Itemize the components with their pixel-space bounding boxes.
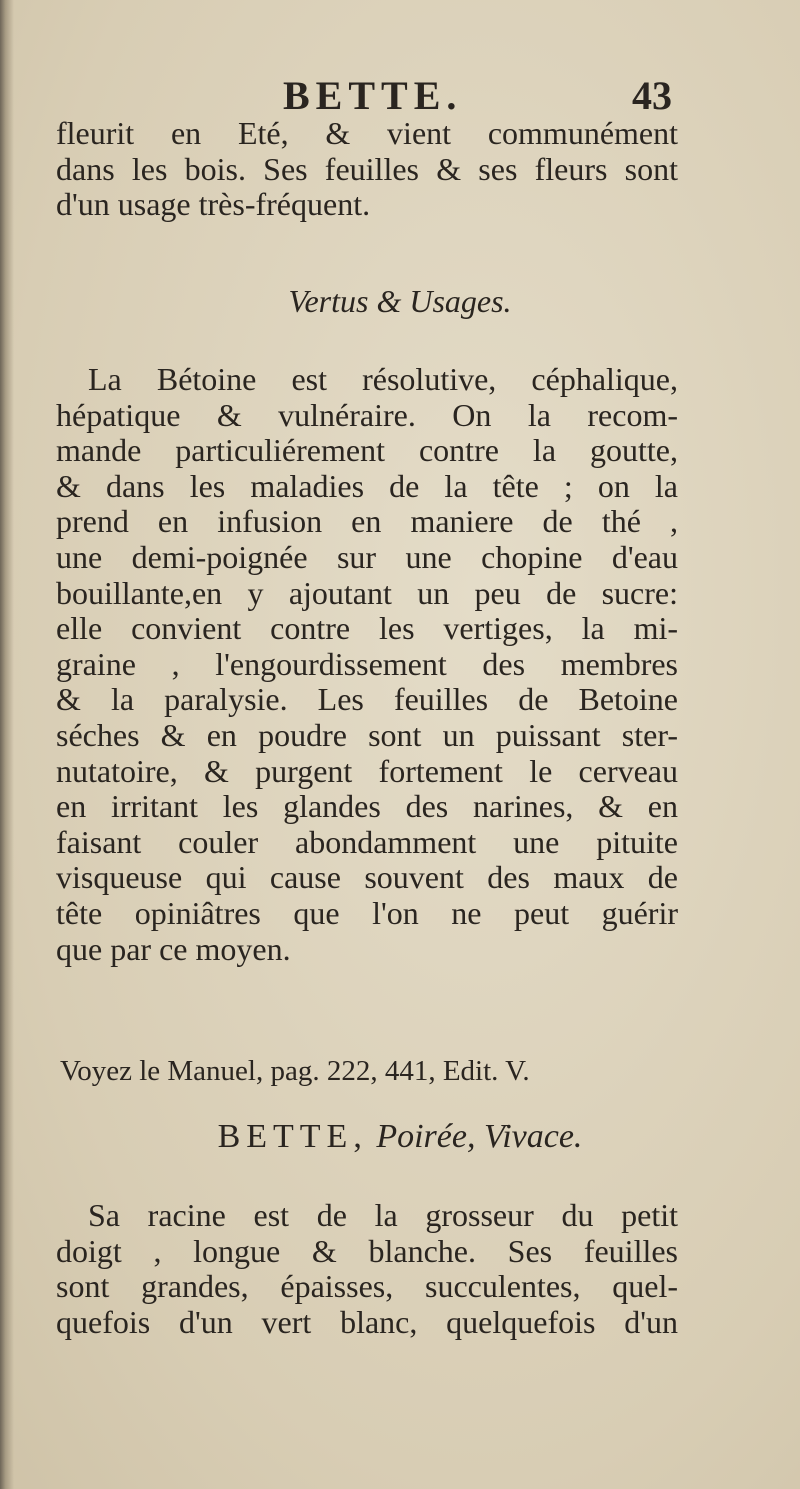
text-line: visqueuse qui cause souvent des maux de bbox=[56, 859, 678, 896]
text-line: tête opiniâtres que l'on ne peut guérir bbox=[56, 894, 678, 931]
text-line: mande particuliérement contre la goutte, bbox=[56, 432, 678, 469]
text-line: nutatoire, & purgent fortement le cerveau bbox=[56, 752, 678, 789]
entry-name: BETTE, bbox=[217, 1118, 368, 1155]
running-head-title: BETTE. bbox=[283, 73, 463, 118]
text-line: dans les bois. Ses feuilles & ses fleurs sont bbox=[56, 150, 678, 187]
text-line: une demi-poignée sur une chopine d'eau bbox=[56, 538, 678, 575]
page-binding-edge bbox=[0, 0, 14, 1489]
text-line: fleurit en Eté, & vient communément bbox=[56, 115, 678, 151]
cross-reference: Voyez le Manuel, pag. 222, 441, Edit. V. bbox=[60, 1055, 530, 1087]
paragraph-3 bbox=[56, 1198, 678, 1340]
text-line: faisant couler abondamment une pituite bbox=[56, 823, 678, 860]
text-line: & la paralysie. Les feuilles de Betoine bbox=[56, 681, 678, 718]
text-line: Sa racine est de la grosseur du petit bbox=[88, 1197, 678, 1233]
text-line: en irritant les glandes des narines, & en bbox=[56, 788, 678, 825]
paragraph-1 bbox=[56, 116, 678, 223]
text-line: graine , l'engourdissement des membres bbox=[56, 645, 678, 682]
paragraph-2 bbox=[56, 362, 678, 967]
text-line: & dans les maladies de la tête ; on la bbox=[56, 467, 678, 504]
text-line: d'un usage très-fréquent. bbox=[56, 186, 371, 223]
entry-heading bbox=[0, 1118, 800, 1156]
text-line: quefois d'un vert blanc, quelquefois d'un bbox=[56, 1303, 678, 1340]
text-line: bouillante,en y ajoutant un peu de sucre: bbox=[56, 574, 678, 611]
text-line: sont grandes, épaisses, succulentes, quel- bbox=[56, 1268, 678, 1305]
text-line: prend en infusion en maniere de thé , bbox=[56, 503, 678, 540]
text-line: doigt , longue & blanche. Ses feuilles bbox=[56, 1232, 678, 1269]
section-heading: Vertus & Usages. bbox=[288, 283, 512, 319]
text-line: elle convient contre les vertiges, la mi- bbox=[56, 610, 678, 647]
text-line: hépatique & vulnéraire. On la recom- bbox=[56, 396, 678, 433]
text-line: séches & en poudre sont un puissant ster- bbox=[56, 716, 678, 753]
text-line: La Bétoine est résolutive, céphalique, bbox=[88, 361, 678, 397]
text-line: que par ce moyen. bbox=[56, 930, 291, 967]
entry-subtitle: Poirée, Vivace. bbox=[376, 1118, 583, 1155]
page-number: 43 bbox=[632, 73, 672, 118]
